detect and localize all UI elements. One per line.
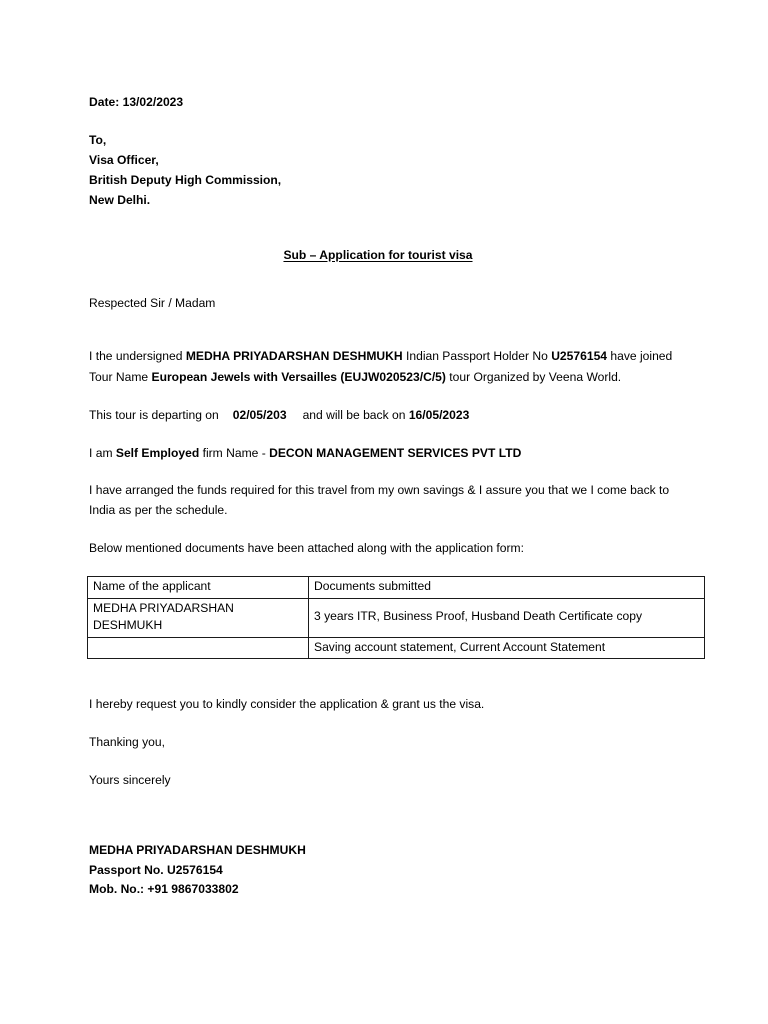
salutation: Respected Sir / Madam	[89, 296, 216, 311]
return-date: 16/05/2023	[408, 407, 470, 422]
firm-name: DECON MANAGEMENT SERVICES PVT LTD	[269, 446, 522, 461]
table-cell-documents-2: Saving account statement, Current Account Statement	[309, 637, 705, 659]
documents-intro-paragraph: Below mentioned documents have been attached along with the application form:	[89, 541, 524, 556]
table-row	[88, 637, 705, 659]
recipient-line-3: New Delhi.	[89, 192, 151, 207]
departure-prefix: This tour is departing on	[89, 407, 219, 422]
subject-text: Sub – Application for tourist visa	[283, 247, 473, 262]
intro-text-c: have joined Tour Name	[89, 349, 673, 384]
subject-line	[89, 246, 689, 265]
recipient-to: To,	[89, 132, 107, 147]
introduction-paragraph	[89, 346, 689, 388]
request-paragraph: I hereby request you to kindly consider the application & grant us the visa.	[89, 697, 485, 712]
table-row	[88, 598, 705, 637]
table-cell-documents-1: 3 years ITR, Business Proof, Husband Death Certificate copy	[309, 598, 705, 637]
return-prefix: and will be back on	[302, 407, 406, 422]
signature-block	[89, 841, 689, 900]
employment-middle: firm Name -	[199, 446, 270, 461]
table-header-documents: Documents submitted	[309, 576, 705, 598]
funds-statement-paragraph: I have arranged the funds required for this travel from my own savings & I assure you that we I come back to India as per the schedule.	[89, 483, 670, 517]
closing-line: Yours sincerely	[89, 772, 171, 787]
intro-text-a: I the undersigned	[89, 349, 186, 364]
letter-body	[89, 93, 689, 900]
table-cell-applicant-name: MEDHA PRIYADARSHAN DESHMUKH	[88, 598, 309, 637]
intro-text-d: tour Organized by Veena World.	[445, 369, 622, 384]
passport-number-inline: U2576154	[551, 349, 608, 364]
recipient-line-1: Visa Officer,	[89, 152, 159, 167]
signature-passport: Passport No. U2576154	[89, 862, 223, 877]
departure-date: 02/05/203	[232, 407, 287, 422]
table-header-row	[88, 576, 705, 598]
table-header-applicant: Name of the applicant	[88, 576, 309, 598]
intro-text-b: Indian Passport Holder No	[402, 349, 552, 364]
signature-name: MEDHA PRIYADARSHAN DESHMUKH	[89, 843, 306, 858]
applicant-name-inline: MEDHA PRIYADARSHAN DESHMUKH	[185, 349, 403, 364]
employment-status: Self Employed	[115, 446, 200, 461]
documents-table	[87, 576, 705, 659]
recipient-address-block	[89, 131, 689, 211]
employment-paragraph	[89, 444, 689, 463]
tour-name-inline: European Jewels with Versailles (EUJW020523/C/5)	[151, 369, 446, 384]
travel-dates-paragraph	[89, 406, 689, 425]
table-cell-empty	[88, 637, 309, 659]
thanking-line: Thanking you,	[89, 734, 165, 749]
signature-mobile: Mob. No.: +91 9867033802	[89, 882, 239, 897]
date-line: Date: 13/02/2023	[89, 95, 184, 109]
employment-prefix: I am	[89, 446, 116, 461]
recipient-line-2: British Deputy High Commission,	[89, 172, 282, 187]
